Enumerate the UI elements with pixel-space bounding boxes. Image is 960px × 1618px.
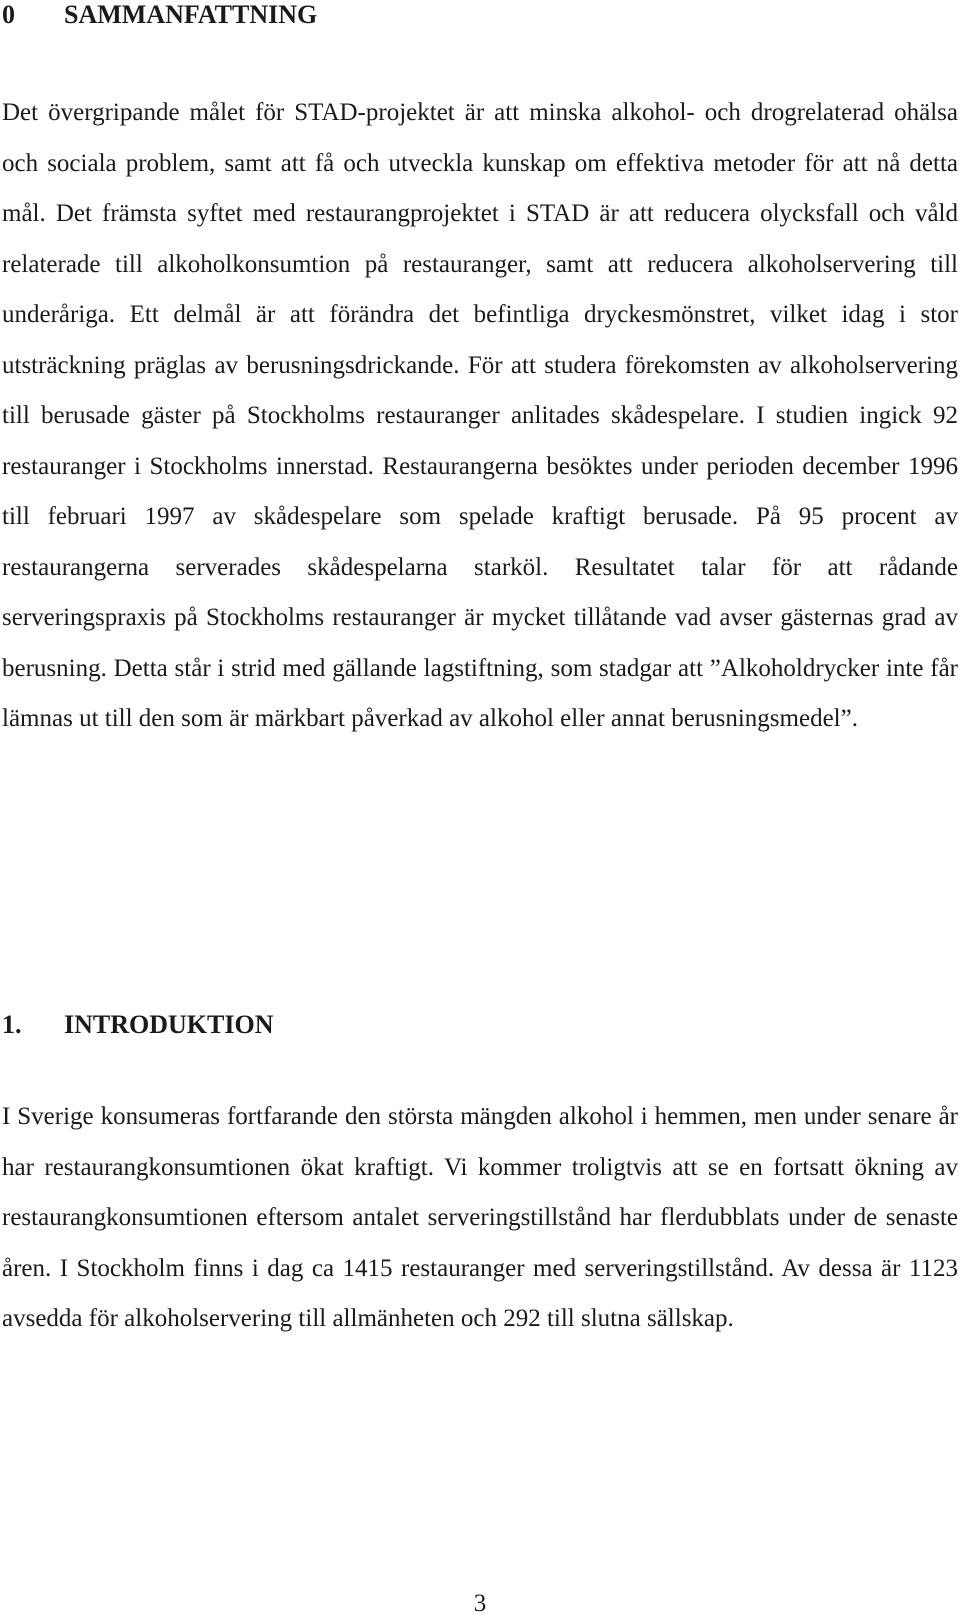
summary-paragraph: Det övergripande målet för STAD-projektet är att minska alkohol- och drogrelaterad ohälsa och sociala problem, samt att få och utveckla kunskap om effektiva metoder för att nå detta mål. Det främsta syftet med restaurangprojektet i STAD är att reducera olycksfall och våld relaterade till alkoholkonsumtion på restauranger, samt att reducera alkoholservering till underåriga. Ett delmål är att förändra det befintliga dryckesmönstret, vilket idag i stor utsträckning präglas av berusningsdrickande. För att studera förekomsten av alkoholservering till berusade gäster på Stockholms restauranger anlitades skådespelare. I studien ingick 92 restauranger i Stockholms innerstad. Restaurangerna besöktes under perioden december 1996 till februari 1997 av skådespelare som spelade kraftigt berusade. På 95 procent av restaurangerna serverades skådespelarna starköl. Resultatet talar för att rådande serveringspraxis på Stockholms restauranger är mycket tillåtande vad avser gästernas grad av berusning. Detta står i strid med gällande lagstiftning, som stadgar att ”Alkoholdrycker inte får lämnas ut till den som är märkbart påverkad av alkohol eller annat berusningsmedel”.	[2, 99, 958, 732]
section-heading-summary	[2, 0, 317, 30]
section-number: 1.	[2, 1010, 22, 1039]
page-number: 3	[473, 1590, 487, 1617]
introduction-paragraph: I Sverige konsumeras fortfarande den största mängden alkohol i hemmen, men under senare år har restaurangkonsumtionen ökat kraftigt. Vi kommer troligtvis att se en fortsatt ökning av restaurangkonsumtionen eftersom antalet serveringstillstånd har flerdubblats under de senaste åren. I Stockholm finns i dag ca 1415 restauranger med serveringstillstånd. Av dessa är 1123 avsedda för alkoholservering till allmänheten och 292 till slutna sällskap.	[2, 1103, 958, 1332]
section-heading-introduction	[2, 1010, 273, 1040]
section-number: 0	[2, 0, 15, 29]
section-title: SAMMANFATTNING	[64, 0, 318, 29]
section-title: INTRODUKTION	[64, 1010, 274, 1039]
